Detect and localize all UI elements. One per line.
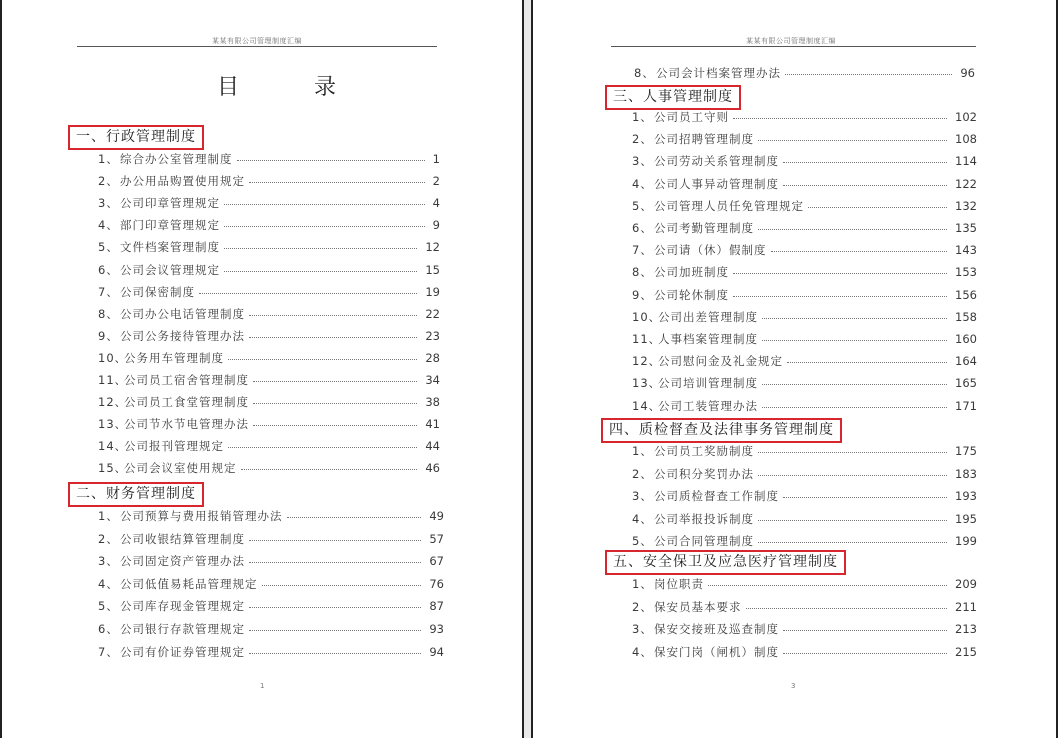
entry-number: 13、	[98, 417, 128, 432]
dot-leader	[228, 359, 417, 360]
toc-entry	[632, 107, 977, 127]
entry-page: 44	[425, 439, 440, 454]
entry-number: 3、	[632, 489, 653, 503]
dot-leader	[224, 248, 417, 249]
entry-page: 34	[425, 373, 440, 387]
dot-leader	[733, 118, 947, 119]
toc-entry	[98, 171, 440, 191]
entry-page: 122	[955, 176, 977, 191]
toc-entry	[632, 441, 977, 461]
toc-entry	[632, 486, 977, 506]
entry-title: 公司请（休）假制度	[654, 243, 767, 258]
entry-number: 1、	[632, 577, 653, 591]
entry-title: 公司银行存款管理规定	[120, 622, 245, 636]
section-heading: 二、财务管理制度	[68, 482, 204, 507]
page-number: 1	[260, 682, 265, 690]
entry-title: 公司考勤管理制度	[654, 221, 754, 235]
entry-number: 14、	[632, 398, 662, 413]
toc-entry	[632, 174, 977, 194]
entry-number: 4、	[632, 511, 653, 526]
dot-leader	[758, 140, 947, 141]
toc-entry	[632, 464, 977, 484]
entry-number: 6、	[98, 262, 119, 277]
dot-leader	[746, 608, 947, 609]
entry-page: 67	[429, 554, 444, 569]
entry-page: 213	[955, 622, 977, 637]
entry-page: 165	[955, 376, 977, 391]
entry-page: 183	[955, 466, 977, 481]
dot-leader	[758, 520, 947, 521]
entry-number: 3、	[632, 622, 653, 637]
header-rule	[77, 46, 437, 47]
dot-leader	[733, 273, 947, 274]
dot-leader	[783, 162, 947, 163]
entry-number: 11、	[98, 373, 128, 387]
dot-leader	[228, 447, 417, 448]
toc-entry	[98, 282, 440, 302]
dot-leader	[287, 517, 421, 518]
entry-title: 公司会计档案管理办法	[656, 66, 781, 80]
toc-entry	[98, 458, 440, 478]
entry-number: 7、	[98, 284, 119, 299]
entry-title: 公司工装管理办法	[658, 398, 758, 413]
toc-entry	[632, 373, 977, 393]
entry-title: 公司印章管理规定	[120, 196, 220, 211]
entry-number: 5、	[98, 240, 119, 255]
toc-entry	[634, 63, 975, 83]
toc-entry	[632, 151, 977, 171]
page-title: 目 录	[217, 75, 370, 100]
entry-title: 公务用车管理制度	[124, 350, 224, 365]
entry-title: 公司合同管理制度	[654, 534, 754, 548]
toc-entry	[632, 285, 977, 305]
entry-title: 公司慰问金及礼金规定	[658, 354, 783, 369]
dot-leader	[762, 384, 947, 385]
entry-title: 公司劳动关系管理制度	[654, 154, 779, 169]
dot-leader	[224, 226, 425, 227]
toc-entry	[98, 529, 444, 549]
dot-leader	[708, 585, 947, 586]
toc-page-left	[0, 0, 524, 738]
toc-entry	[98, 596, 444, 616]
section-heading: 五、安全保卫及应急医疗管理制度	[605, 550, 846, 575]
dot-leader	[758, 229, 947, 230]
entry-title: 岗位职责	[654, 577, 704, 591]
entry-number: 12、	[98, 395, 128, 410]
dot-leader	[237, 160, 425, 161]
toc-entry	[632, 597, 977, 617]
dot-leader	[785, 74, 952, 75]
section-heading: 四、质检督查及法律事务管理制度	[601, 418, 842, 443]
dot-leader	[249, 630, 421, 631]
entry-number: 4、	[98, 218, 119, 233]
dot-leader	[249, 182, 425, 183]
toc-entry	[632, 262, 977, 282]
toc-entry	[98, 326, 440, 346]
header-rule	[611, 46, 976, 47]
dot-leader	[787, 362, 947, 363]
entry-page: 87	[429, 599, 444, 614]
entry-number: 8、	[634, 66, 655, 80]
entry-number: 8、	[632, 265, 653, 280]
entry-page: 114	[955, 154, 977, 169]
entry-number: 4、	[98, 576, 119, 591]
entry-number: 5、	[632, 534, 653, 548]
entry-page: 15	[425, 262, 440, 277]
entry-number: 11、	[632, 332, 662, 346]
entry-page: 215	[955, 644, 977, 659]
entry-page: 209	[955, 577, 977, 591]
dot-leader	[783, 630, 947, 631]
entry-page: 9	[432, 218, 440, 233]
toc-entry	[632, 329, 977, 349]
entry-title: 文件档案管理制度	[120, 240, 220, 255]
entry-page: 211	[955, 599, 977, 614]
entry-number: 3、	[98, 554, 119, 569]
dot-leader	[783, 497, 947, 498]
entry-page: 41	[425, 417, 440, 432]
running-header: 某某有限公司管理制度汇编	[212, 37, 302, 45]
entry-title: 保安门岗（闸机）制度	[654, 644, 779, 659]
entry-title: 公司质检督查工作制度	[654, 489, 779, 503]
entry-number: 9、	[98, 328, 119, 343]
toc-entry	[98, 551, 444, 571]
toc-entry	[98, 149, 440, 169]
entry-page: 28	[425, 350, 440, 365]
entry-title: 公司低值易耗品管理规定	[120, 576, 258, 591]
toc-entry	[98, 260, 440, 280]
dot-leader	[762, 340, 947, 341]
dot-leader	[224, 271, 417, 272]
toc-entry	[98, 215, 440, 235]
entry-number: 3、	[98, 196, 119, 211]
entry-title: 公司员工食堂管理制度	[124, 395, 249, 410]
entry-number: 2、	[632, 466, 653, 481]
entry-page: 160	[955, 332, 977, 346]
entry-title: 公司收银结算管理制度	[120, 531, 245, 546]
entry-number: 3、	[632, 154, 653, 169]
section-heading: 一、行政管理制度	[68, 125, 204, 150]
toc-entry	[632, 509, 977, 529]
entry-title: 公司管理人员任免管理规定	[654, 198, 804, 213]
toc-entry	[98, 237, 440, 257]
toc-entry	[632, 619, 977, 639]
toc-entry	[632, 574, 977, 594]
entry-page: 4	[432, 196, 440, 211]
dot-leader	[783, 185, 947, 186]
entry-title: 部门印章管理规定	[120, 218, 220, 233]
toc-entry	[98, 506, 444, 526]
entry-title: 公司员工守则	[654, 110, 729, 124]
toc-entry	[98, 304, 440, 324]
toc-entry	[98, 642, 444, 662]
dot-leader	[771, 251, 947, 252]
toc-entry	[98, 436, 440, 456]
entry-number: 10、	[632, 309, 662, 324]
dot-leader	[262, 585, 421, 586]
entry-title: 公司预算与费用报销管理办法	[120, 509, 283, 523]
dot-leader	[249, 607, 421, 608]
entry-page: 156	[955, 287, 977, 302]
entry-title: 公司举报投诉制度	[654, 511, 754, 526]
entry-title: 公司办公电话管理制度	[120, 306, 245, 321]
entry-number: 4、	[632, 176, 653, 191]
entry-number: 13、	[632, 376, 662, 391]
entry-page: 143	[955, 243, 977, 258]
entry-page: 38	[425, 395, 440, 410]
entry-page: 195	[955, 511, 977, 526]
entry-page: 57	[429, 531, 444, 546]
entry-title: 公司保密制度	[120, 284, 195, 299]
entry-page: 94	[429, 644, 444, 659]
entry-number: 12、	[632, 354, 662, 369]
entry-page: 153	[955, 265, 977, 280]
entry-number: 9、	[632, 287, 653, 302]
page-number: 3	[791, 682, 796, 690]
toc-entry	[98, 193, 440, 213]
entry-number: 8、	[98, 306, 119, 321]
entry-number: 1、	[632, 110, 653, 124]
entry-title: 公司固定资产管理办法	[120, 554, 245, 569]
entry-title: 公司员工奖励制度	[654, 444, 754, 458]
entry-page: 108	[955, 132, 977, 147]
entry-number: 15、	[98, 461, 128, 476]
entry-number: 1、	[98, 152, 119, 166]
running-header: 某某有限公司管理制度汇编	[746, 37, 836, 45]
toc-entry	[632, 396, 977, 416]
dot-leader	[224, 204, 425, 205]
entry-title: 公司轮休制度	[654, 287, 729, 302]
entry-number: 7、	[632, 243, 653, 258]
dot-leader	[758, 475, 947, 476]
entry-title: 保安员基本要求	[654, 599, 742, 614]
dot-leader	[762, 407, 947, 408]
entry-title: 人事档案管理制度	[658, 332, 758, 346]
toc-entry	[632, 240, 977, 260]
entry-page: 19	[425, 284, 440, 299]
toc-entry	[98, 392, 440, 412]
entry-title: 公司报刊管理规定	[124, 439, 224, 454]
entry-page: 22	[425, 306, 440, 321]
entry-title: 公司库存现金管理规定	[120, 599, 245, 614]
page-gap	[524, 0, 531, 738]
entry-number: 5、	[98, 599, 119, 614]
entry-title: 公司出差管理制度	[658, 309, 758, 324]
toc-entry	[98, 348, 440, 368]
entry-page: 1	[432, 152, 440, 166]
entry-page: 199	[955, 534, 977, 548]
entry-title: 公司员工宿舍管理制度	[124, 373, 249, 387]
toc-entry	[632, 531, 977, 551]
toc-entry	[632, 129, 977, 149]
entry-number: 2、	[632, 132, 653, 147]
entry-number: 1、	[632, 444, 653, 458]
entry-page: 76	[429, 576, 444, 591]
dot-leader	[253, 381, 417, 382]
entry-number: 6、	[632, 221, 653, 235]
entry-number: 6、	[98, 622, 119, 636]
entry-page: 164	[955, 354, 977, 369]
entry-number: 1、	[98, 509, 119, 523]
toc-entry	[632, 307, 977, 327]
entry-title: 公司有价证券管理规定	[120, 644, 245, 659]
toc-entry	[632, 218, 977, 238]
entry-page: 193	[955, 489, 977, 503]
entry-title: 办公用品购置使用规定	[120, 174, 245, 189]
entry-number: 10、	[98, 350, 128, 365]
entry-title: 公司会议管理规定	[120, 262, 220, 277]
toc-entry	[632, 642, 977, 662]
entry-title: 公司加班制度	[654, 265, 729, 280]
dot-leader	[783, 653, 947, 654]
entry-page: 132	[955, 198, 977, 213]
entry-title: 公司公务接待管理办法	[120, 328, 245, 343]
dot-leader	[249, 653, 421, 654]
entry-title: 公司会议室使用规定	[124, 461, 237, 476]
dot-leader	[249, 337, 417, 338]
dot-leader	[733, 296, 947, 297]
entry-title: 公司积分奖罚办法	[654, 466, 754, 481]
dot-leader	[758, 452, 947, 453]
dot-leader	[249, 562, 421, 563]
entry-title: 公司人事异动管理制度	[654, 176, 779, 191]
entry-page: 93	[429, 622, 444, 636]
entry-title: 保安交接班及巡查制度	[654, 622, 779, 637]
entry-page: 135	[955, 221, 977, 235]
entry-title: 公司节水节电管理办法	[124, 417, 249, 432]
toc-entry	[98, 574, 444, 594]
entry-number: 2、	[98, 531, 119, 546]
dot-leader	[253, 403, 417, 404]
dot-leader	[762, 318, 947, 319]
toc-entry	[98, 370, 440, 390]
toc-entry	[98, 414, 440, 434]
entry-page: 96	[960, 66, 975, 80]
entry-number: 14、	[98, 439, 128, 454]
toc-entry	[632, 196, 977, 216]
entry-page: 171	[955, 398, 977, 413]
entry-page: 46	[425, 461, 440, 476]
dot-leader	[241, 469, 417, 470]
toc-page-right	[531, 0, 1058, 738]
section-heading: 三、人事管理制度	[605, 85, 741, 110]
entry-page: 49	[429, 509, 444, 523]
entry-number: 4、	[632, 644, 653, 659]
entry-page: 102	[955, 110, 977, 124]
toc-entry	[98, 619, 444, 639]
entry-number: 2、	[98, 174, 119, 189]
entry-number: 5、	[632, 198, 653, 213]
entry-page: 12	[425, 240, 440, 255]
dot-leader	[808, 207, 947, 208]
dot-leader	[758, 542, 947, 543]
dot-leader	[199, 293, 417, 294]
entry-page: 175	[955, 444, 977, 458]
entry-title: 综合办公室管理制度	[120, 152, 233, 166]
entry-page: 158	[955, 309, 977, 324]
entry-page: 2	[432, 174, 440, 189]
dot-leader	[253, 425, 417, 426]
entry-title: 公司培训管理制度	[658, 376, 758, 391]
dot-leader	[249, 540, 421, 541]
dot-leader	[249, 315, 417, 316]
entry-number: 2、	[632, 599, 653, 614]
entry-title: 公司招聘管理制度	[654, 132, 754, 147]
toc-entry	[632, 351, 977, 371]
entry-number: 7、	[98, 644, 119, 659]
entry-page: 23	[425, 328, 440, 343]
